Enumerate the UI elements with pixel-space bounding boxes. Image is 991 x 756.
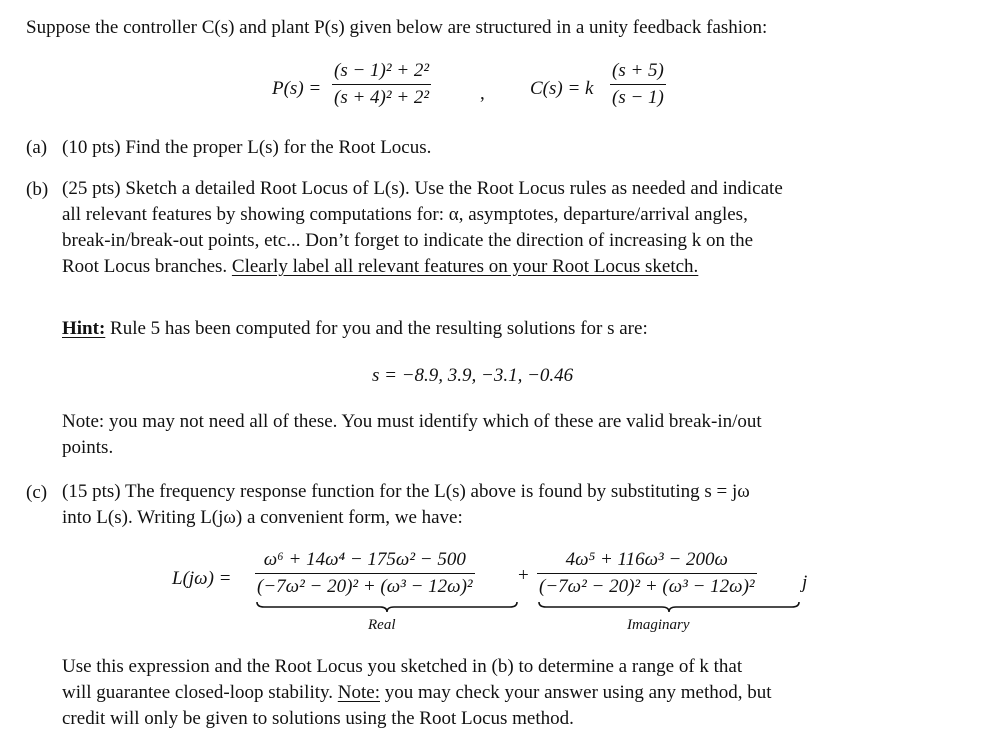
part-b-line-1: (25 pts) Sketch a detailed Root Locus of L(s). Use the Root Locus rules as needed and indicate <box>62 178 783 199</box>
imaginary-underbrace <box>538 602 800 612</box>
part-c-line-1: (15 pts) The frequency response function for the L(s) above is found by substituting s = jω <box>62 481 750 502</box>
plant-lhs: P(s) = <box>272 78 322 99</box>
controller-numerator: (s + 5) <box>612 60 664 81</box>
note-paragraph <box>62 409 762 461</box>
real-numerator: ω⁶ + 14ω⁴ − 175ω² − 500 <box>263 549 466 570</box>
real-label: Real <box>368 617 396 633</box>
controller-fraction <box>610 60 666 109</box>
closing-note-rest: you may check your answer using any method, but <box>384 682 772 703</box>
part-a-label: (a) <box>26 137 48 158</box>
hint-text: Rule 5 has been computed for you and the resulting solutions for s are: <box>110 318 648 339</box>
closing-note-prefix: will guarantee closed-loop stability. <box>62 682 334 703</box>
closing-note-label: Note: <box>337 682 380 703</box>
closing-line-3: credit will only be given to solutions using the Root Locus method. <box>62 708 574 729</box>
imaginary-unit: j <box>802 572 808 593</box>
plant-numerator: (s − 1)² + 2² <box>334 60 430 81</box>
real-fraction <box>255 549 475 598</box>
part-b-underlined-instruction: Clearly label all relevant features on your Root Locus sketch. <box>231 256 699 277</box>
note-line-2: points. <box>62 437 114 458</box>
plant-separator: , <box>480 83 485 104</box>
part-c-label: (c) <box>26 482 48 503</box>
plant-fraction <box>332 60 431 109</box>
part-a-text: (10 pts) Find the proper L(s) for the Root Locus. <box>62 137 432 158</box>
part-b-body <box>62 176 783 280</box>
imaginary-label: Imaginary <box>627 617 690 633</box>
part-c-line-2: into L(s). Writing L(jω) a convenient form, we have: <box>62 507 463 528</box>
intro-text: Suppose the controller C(s) and plant P(s) given below are structured in a unity feedback fashion: <box>26 17 768 38</box>
imaginary-denominator: (−7ω² − 20)² + (ω³ − 12ω)² <box>537 573 757 598</box>
break-points-solutions: s = −8.9, 3.9, −3.1, −0.46 <box>372 365 574 386</box>
real-underbrace <box>256 602 518 612</box>
closing-line-1: Use this expression and the Root Locus you sketched in (b) to determine a range of k that <box>62 656 743 677</box>
imaginary-numerator: 4ω⁵ + 116ω³ − 200ω <box>565 549 728 570</box>
real-denominator: (−7ω² − 20)² + (ω³ − 12ω)² <box>255 573 475 598</box>
part-b-line-3: break-in/break-out points, etc... Don’t forget to indicate the direction of increasing k on the <box>62 230 754 251</box>
hint-line <box>62 319 648 338</box>
part-b-line-2: all relevant features by showing computations for: α, asymptotes, departure/arrival angles, <box>62 204 748 225</box>
part-b-label: (b) <box>26 179 49 200</box>
part-b-line-4 <box>62 254 783 280</box>
part-c-body <box>62 479 750 531</box>
ljw-lhs: L(jω) = <box>172 568 232 589</box>
plus-sign: + <box>518 565 529 586</box>
imaginary-fraction <box>537 549 757 598</box>
closing-line-2 <box>62 680 772 706</box>
closing-paragraph <box>62 654 772 732</box>
controller-lhs: C(s) = k <box>530 78 594 99</box>
controller-denominator: (s − 1) <box>610 84 666 109</box>
plant-denominator: (s + 4)² + 2² <box>332 84 431 109</box>
hint-label: Hint: <box>62 318 106 339</box>
part-b-line-4-text: Root Locus branches. <box>62 256 228 277</box>
note-line-1: Note: you may not need all of these. You must identify which of these are valid break-in/out <box>62 411 762 432</box>
